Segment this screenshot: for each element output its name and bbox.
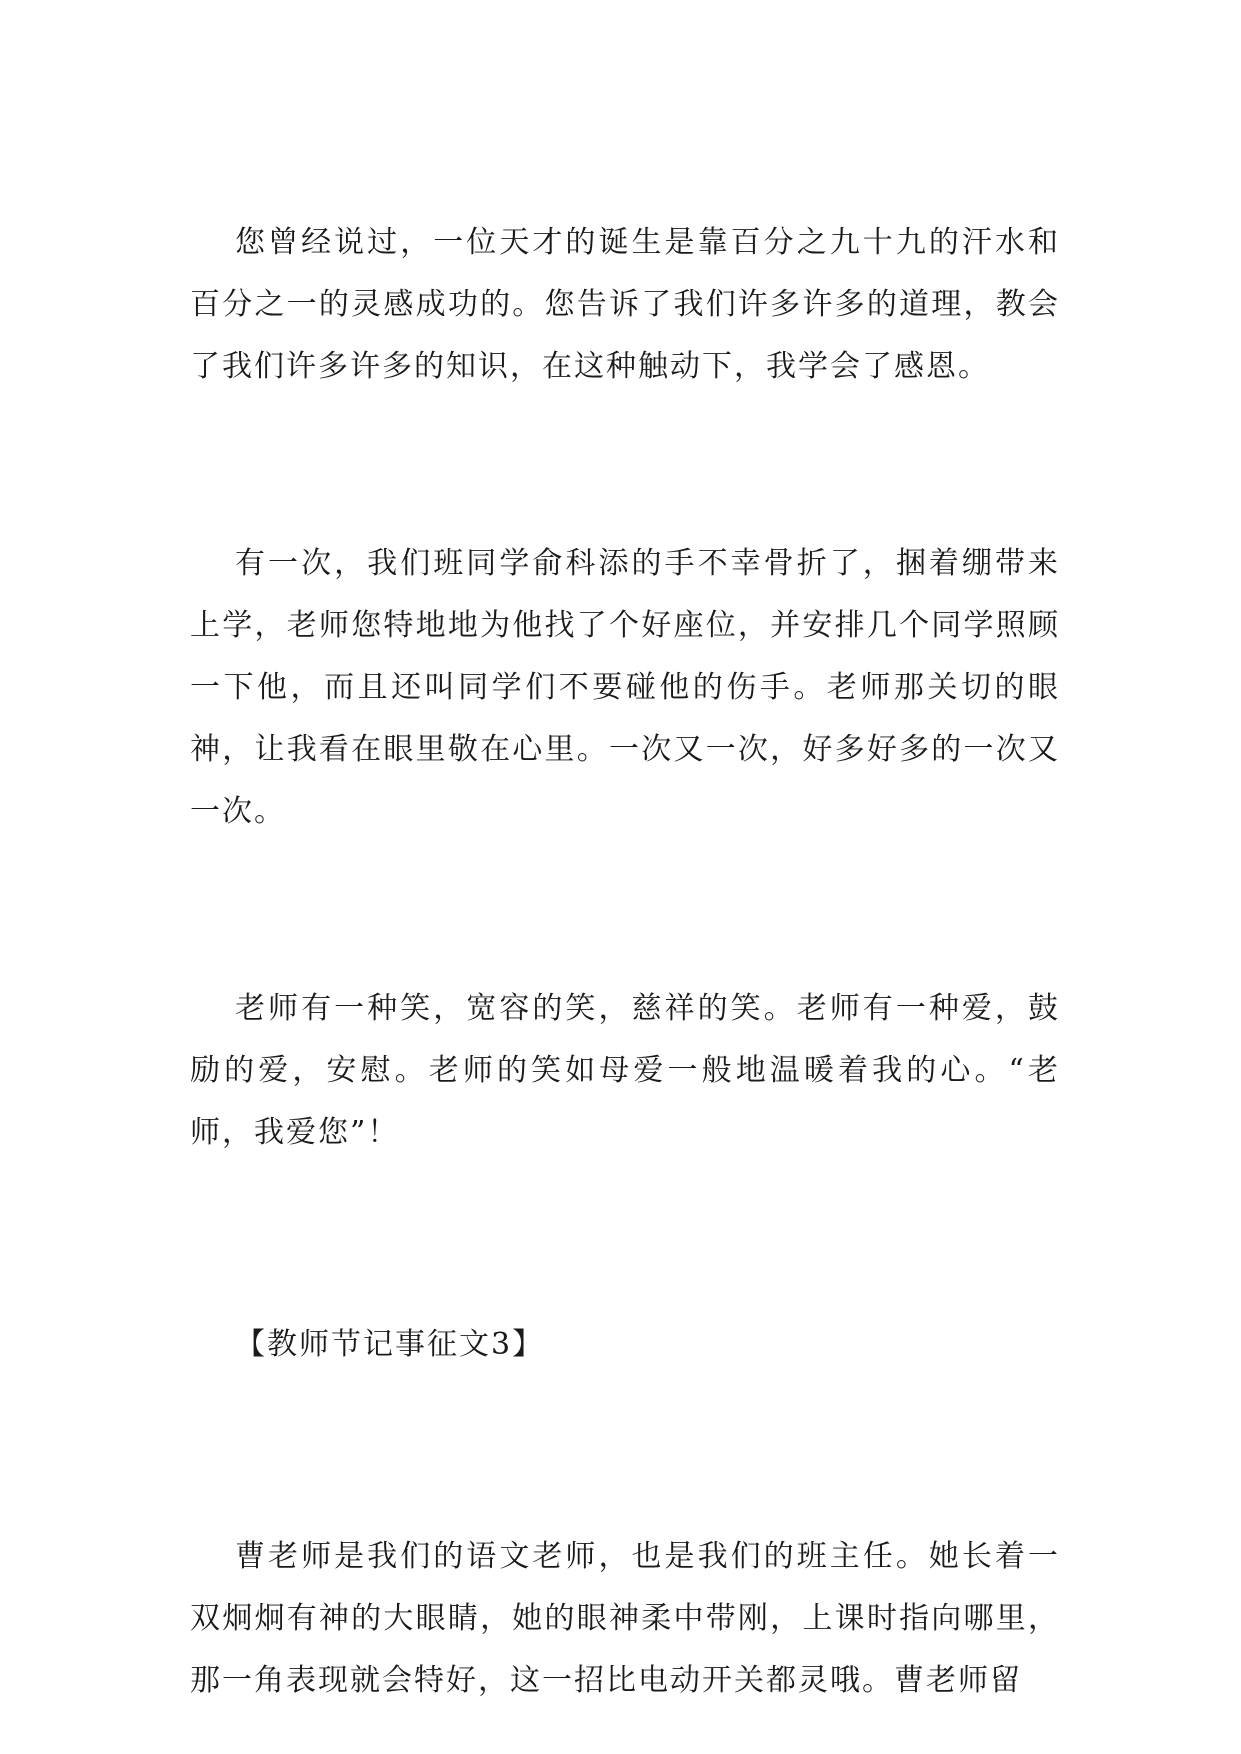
paragraph-gratitude: 您曾经说过，一位天才的诞生是靠百分之九十九的汗水和百分之一的灵感成功的。您告诉了我们许多许多的道理，教会了我们许多许多的知识，在这种触动下，我学会了感恩。 <box>190 225 1060 384</box>
section-heading: 【教师节记事征文3】 <box>235 1327 545 1362</box>
document-body <box>190 212 1060 1712</box>
paragraph-teacher-cao: 曹老师是我们的语文老师，也是我们的班主任。她长着一双炯炯有神的大眼睛，她的眼神柔中带刚，上课时指向哪里，那一角表现就会特好，这一招比电动开关都灵哦。曹老师留 <box>190 1539 1060 1698</box>
paragraph-injured-classmate: 有一次，我们班同学俞科添的手不幸骨折了，捆着绷带来上学，老师您特地地为他找了个好座位，并安排几个同学照顾一下他，而且还叫同学们不要碰他的伤手。老师那关切的眼神，让我看在眼里敬在心里。一次又一次，好多好多的一次又一次。 <box>190 546 1060 829</box>
paragraph-teacher-smile: 老师有一种笑，宽容的笑，慈祥的笑。老师有一种爱，鼓励的爱，安慰。老师的笑如母爱一般地温暖着我的心。“老师，我爱您”！ <box>190 991 1060 1150</box>
